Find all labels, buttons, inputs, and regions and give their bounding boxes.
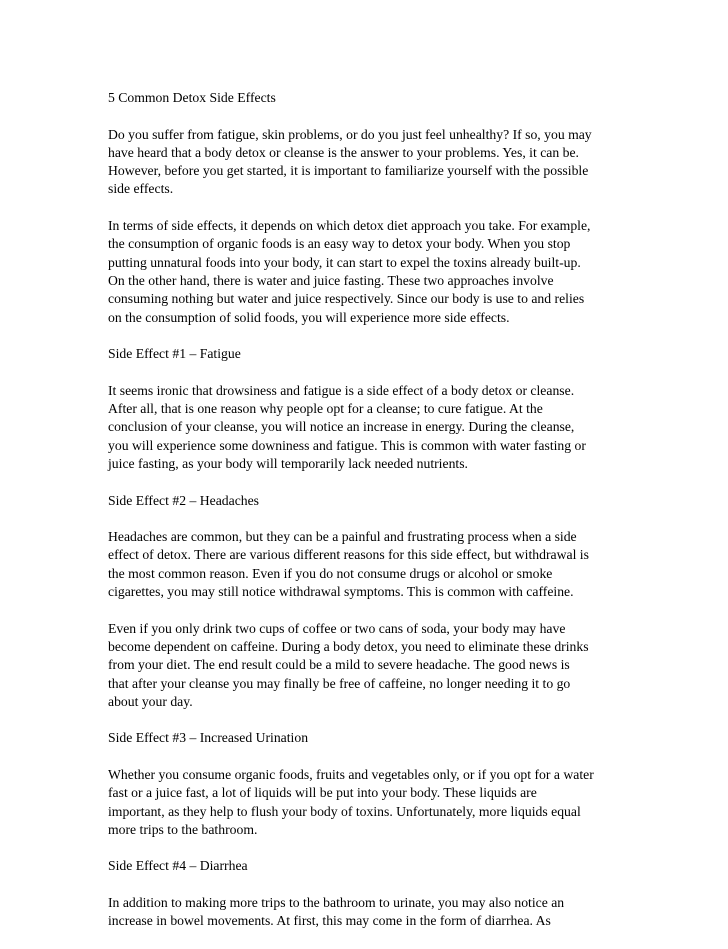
heading-line: Side Effect #1 – Fatigue	[108, 346, 241, 362]
text-line: from your diet. The end result could be a mild to severe headache. The good news is	[108, 657, 570, 673]
text-line: on the consumption of solid foods, you will experience more side effects.	[108, 309, 510, 325]
text-line: putting unnatural foods into your body, it can start to expel the toxins already built-up.	[108, 254, 581, 270]
heading-line: Side Effect #4 – Diarrhea	[108, 858, 248, 874]
text-line: However, before you get started, it is important to familiarize yourself with the possible	[108, 163, 589, 179]
text-line: Headaches are common, but they can be a painful and frustrating process when a side	[108, 529, 577, 545]
text-line: Do you suffer from fatigue, skin problems, or do you just feel unhealthy? If so, you may	[108, 126, 592, 142]
section-heading-diarrhea	[108, 857, 628, 875]
heading-line: Side Effect #3 – Increased Urination	[108, 730, 309, 746]
text-line: After all, that is one reason why people opt for a cleanse; to cure fatigue. At the	[108, 401, 543, 417]
text-line: effect of detox. There are various different reasons for this side effect, but withdrawal is	[108, 547, 589, 563]
text-line: important, as they help to flush your body of toxins. Unfortunately, more liquids equal	[108, 803, 581, 819]
text-line: conclusion of your cleanse, you will notice an increase in energy. During the cleanse,	[108, 419, 575, 435]
text-line: about your day.	[108, 693, 193, 709]
text-line: In addition to making more trips to the bathroom to urinate, you may also notice an	[108, 895, 565, 911]
text-line: fast or a juice fast, a lot of liquids will be put into your body. These liquids are	[108, 785, 537, 801]
text-line: the most common reason. Even if you do not consume drugs or alcohol or smoke	[108, 565, 553, 581]
paragraph-approaches	[108, 217, 628, 327]
text-line: In terms of side effects, it depends on which detox diet approach you take. For example,	[108, 218, 591, 234]
section-heading-fatigue	[108, 345, 628, 363]
text-line: you will experience some downiness and fatigue. This is common with water fasting or	[108, 437, 586, 453]
text-line: side effects.	[108, 181, 174, 197]
paragraph-headaches-2	[108, 620, 628, 711]
text-line: On the other hand, there is water and juice fasting. These two approaches involve	[108, 272, 554, 288]
text-line: consuming nothing but water and juice respectively. Since our body is use to and relies	[108, 291, 585, 307]
text-line: have heard that a body detox or cleanse is the answer to your problems. Yes, it can be.	[108, 144, 579, 160]
paragraph-urination	[108, 766, 628, 839]
heading-line: Side Effect #2 – Headaches	[108, 492, 260, 508]
text-line: juice fasting, as your body will temporarily lack needed nutrients.	[108, 455, 468, 471]
text-line: that after your cleanse you may finally be free of caffeine, no longer needing it to go	[108, 675, 571, 691]
text-line: It seems ironic that drowsiness and fatigue is a side effect of a body detox or cleanse.	[108, 382, 575, 398]
title-line: 5 Common Detox Side Effects	[108, 90, 276, 105]
text-line: the consumption of organic foods is an easy way to detox your body. When you stop	[108, 236, 571, 252]
paragraph-diarrhea	[108, 894, 628, 931]
text-line: become dependent on caffeine. During a body detox, you need to eliminate these drinks	[108, 638, 589, 654]
section-heading-headaches	[108, 492, 628, 510]
text-line: more trips to the bathroom.	[108, 821, 258, 837]
text-line: cigarettes, you may still notice withdrawal symptoms. This is common with caffeine.	[108, 584, 574, 600]
paragraph-fatigue	[108, 382, 628, 473]
paragraph-intro	[108, 126, 628, 199]
text-line: Whether you consume organic foods, fruits and vegetables only, or if you opt for a water	[108, 766, 594, 782]
text-line: increase in bowel movements. At first, this may come in the form of diarrhea. As	[108, 913, 551, 929]
section-heading-urination	[108, 729, 628, 747]
document-title	[108, 89, 628, 107]
text-line: Even if you only drink two cups of coffee or two cans of soda, your body may have	[108, 620, 566, 636]
document-page	[108, 89, 628, 949]
paragraph-headaches-1	[108, 528, 628, 601]
